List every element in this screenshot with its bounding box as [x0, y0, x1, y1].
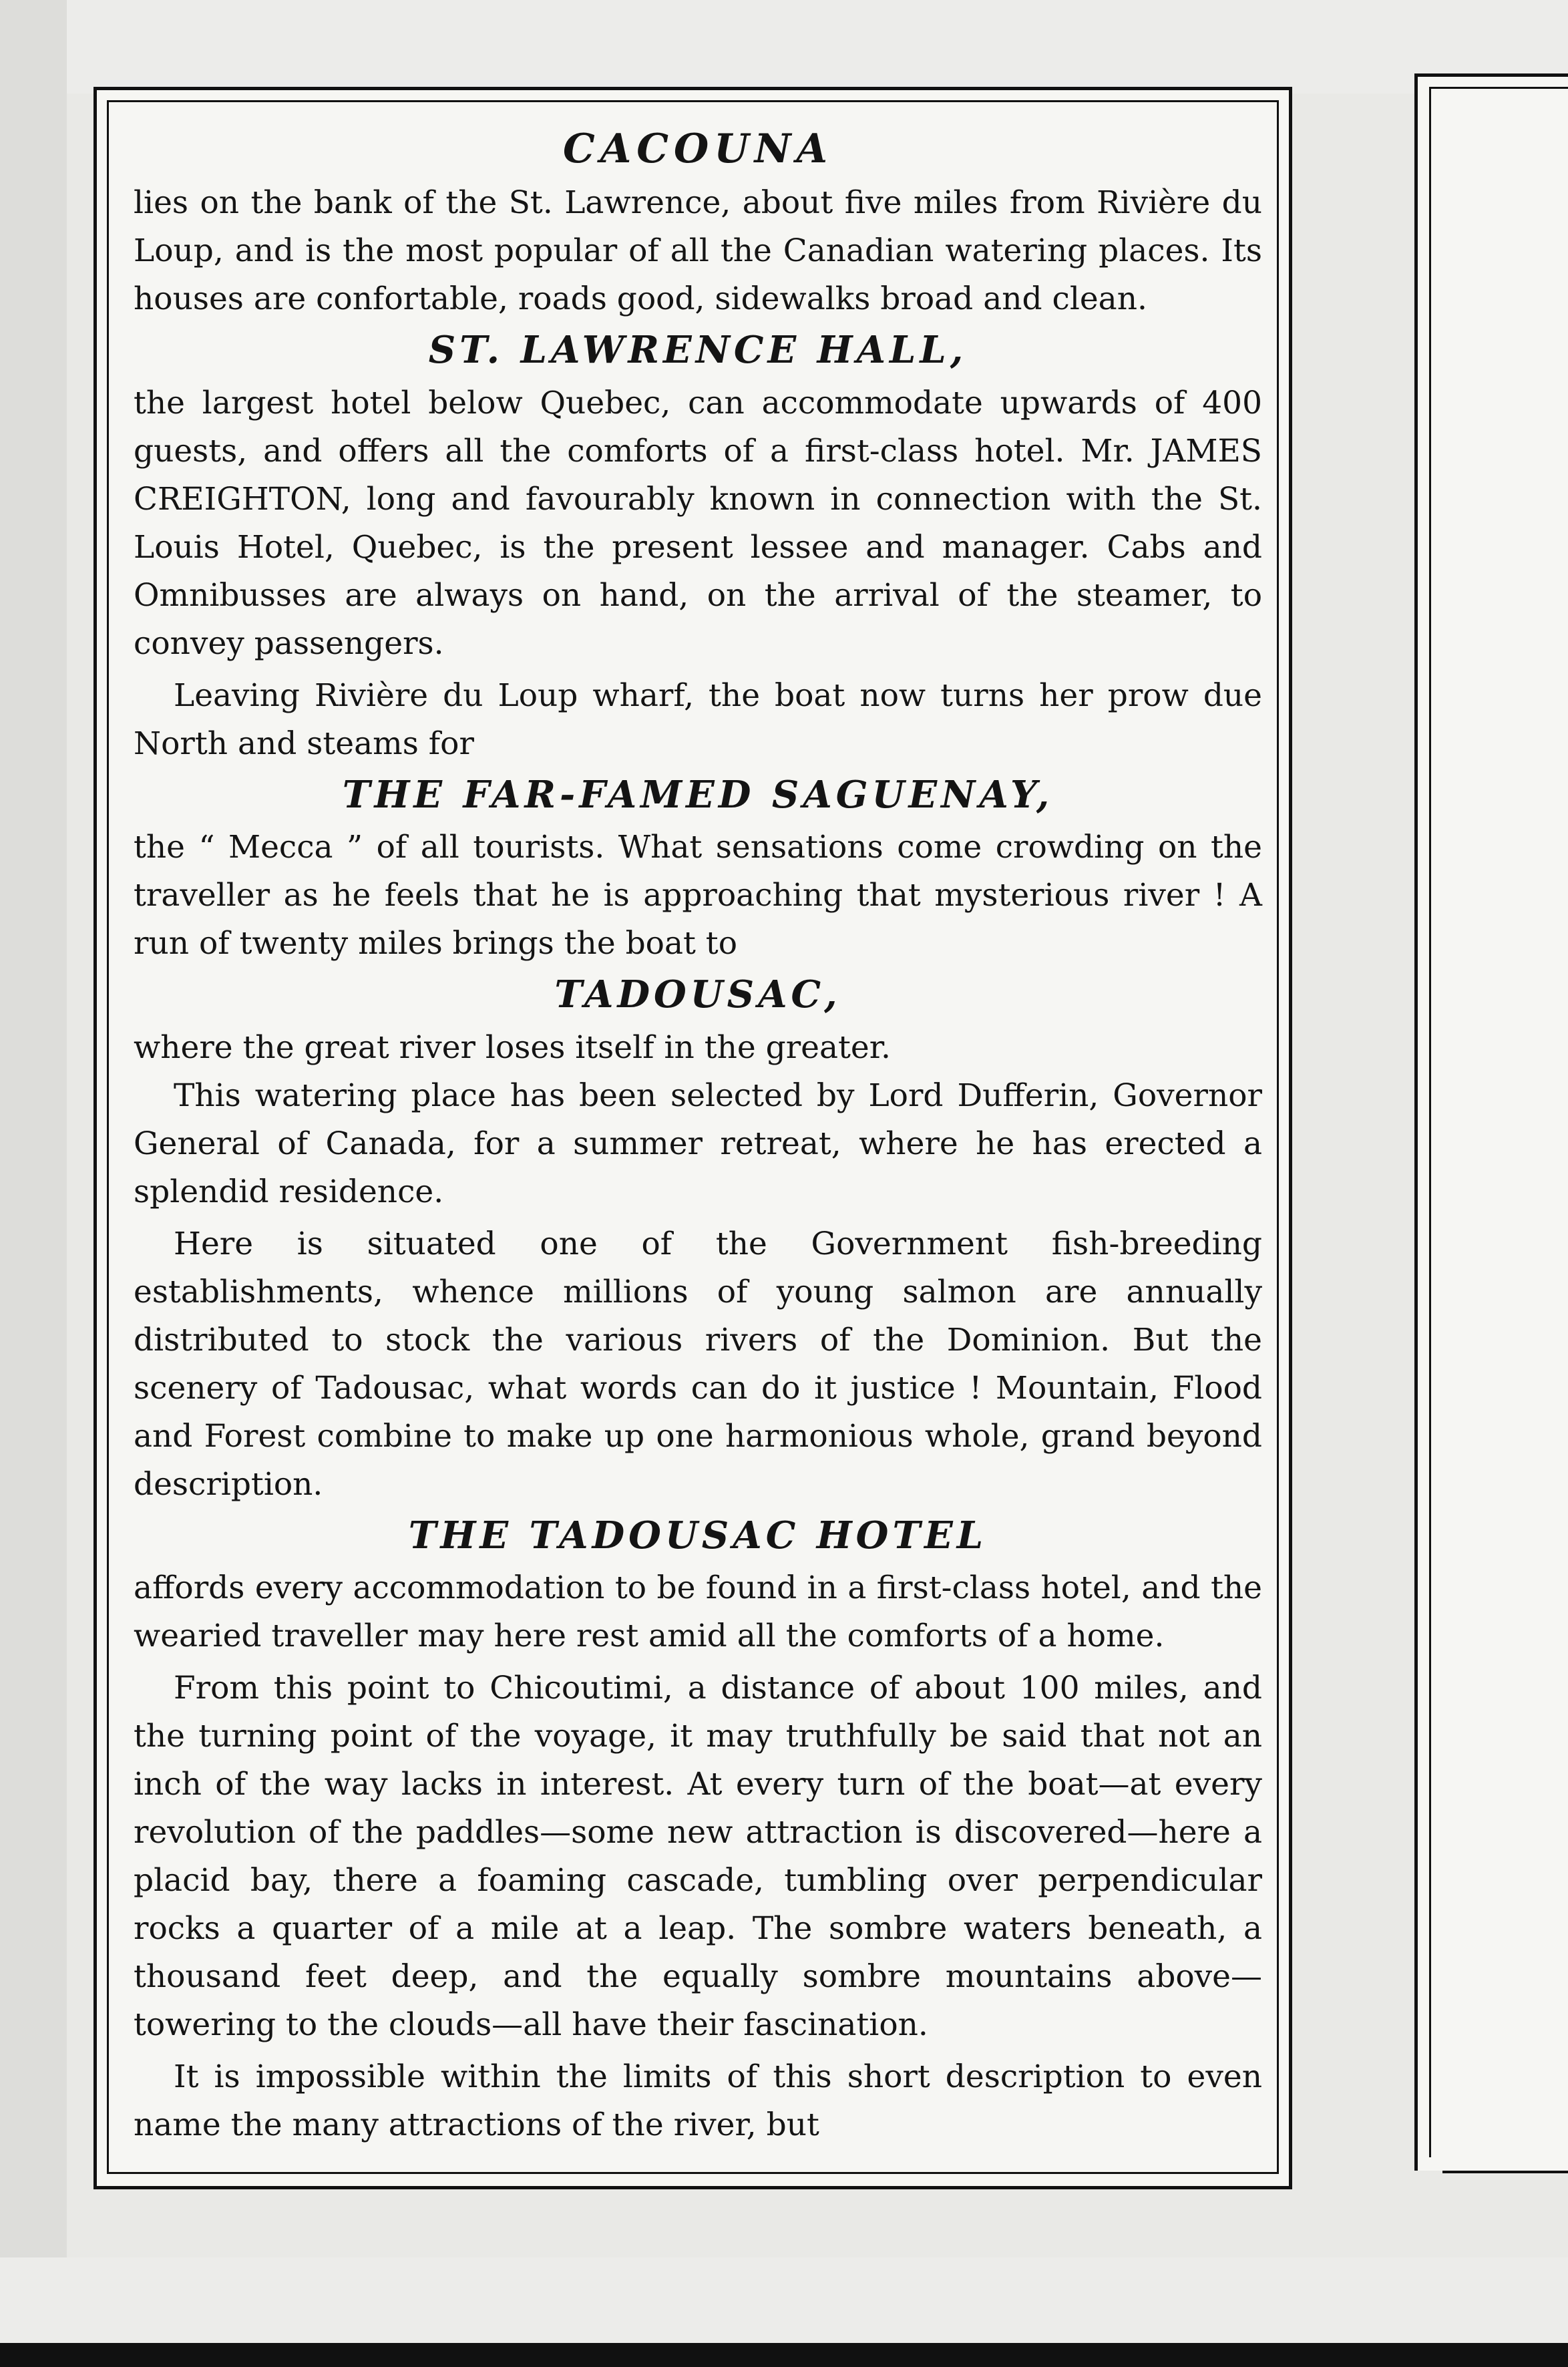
heading-tadousac-hotel: THE TADOUSAC HOTEL — [408, 1513, 988, 1558]
heading-cacouna: CACOUNA — [562, 126, 833, 172]
paragraph-chicoutimi: From this point to Chicoutimi, a distance of about 100 miles, and the turning point of the voyage, it may truthfully be said that not an inch of the way lacks in interest. At every turn of the boat—at every revolution of the paddles—some new attraction is discovered—here a placid bay, there a foaming cascade, tumbling over perpendicular rocks a quarter of a mile at a leap. The sombre waters beneath, a thousand feet deep, and the equally sombre mountains above—towering to the clouds—all have their fascination. — [134, 1670, 1262, 2044]
page-content — [134, 120, 1262, 2149]
paragraph-st-lawrence-hall: the largest hotel below Quebec, can accommodate upwards of 400 guests, and offers all the comforts of a first-class hotel. Mr. JAMES CREIGHTON, long and favourably known in connection with the St. Louis Hotel, Quebec, is the present lessee and manager. Cabs and Omnibusses are always on hand, on the arrival of the steamer, to convey passengers. — [134, 384, 1262, 662]
paragraph-attractions: It is impossible within the limits of this short description to even name the many attractions of the river, but — [134, 2058, 1262, 2144]
paragraph-tadousac-hotel: affords every accommodation to be found in a first-class hotel, and the wearied traveller may here rest amid all the comforts of a home. — [134, 1570, 1262, 1655]
heading-saguenay: THE FAR-FAMED SAGUENAY, — [342, 772, 1054, 817]
right-page-border-inner — [1429, 87, 1568, 2157]
paragraph-leaving-riviere: Leaving Rivière du Loup wharf, the boat now turns her prow due North and steams for — [134, 677, 1262, 762]
scan-left-edge — [0, 0, 67, 2367]
heading-st-lawrence-hall: ST. LAWRENCE HALL, — [428, 328, 968, 372]
heading-tadousac: TADOUSAC, — [554, 972, 841, 1017]
paragraph-dufferin: This watering place has been selected by Lord Dufferin, Governor General of Canada, for a summer retreat, where he has erected a splendid residence. — [134, 1077, 1262, 1210]
scan-dark-strip — [0, 2343, 1568, 2367]
paragraph-saguenay: the “ Mecca ” of all tourists. What sensations come crowding on the traveller as he feels that he is approaching that mysterious river ! A run of twenty miles brings the boat to — [134, 829, 1262, 962]
right-page-bottom-rule — [1442, 2171, 1568, 2173]
paragraph-cacouna: lies on the bank of the St. Lawrence, about five miles from Rivière du Loup, and is the most popular of all the Canadian watering places. Its houses are confortable, roads good, sidewalks broad and clean. — [134, 184, 1262, 317]
scan-background-top — [0, 0, 1568, 94]
paragraph-tadousac-intro: where the great river loses itself in the greater. — [134, 1029, 891, 1066]
paragraph-fish-breeding: Here is situated one of the Government fish-breeding establishments, whence millions of young salmon are annually distributed to stock the various rivers of the Dominion. But the scenery of Tadousac, what words can do it justice ! Mountain, Flood and Forest combine to make up one harmonious whole, grand beyond description. — [134, 1225, 1262, 1503]
